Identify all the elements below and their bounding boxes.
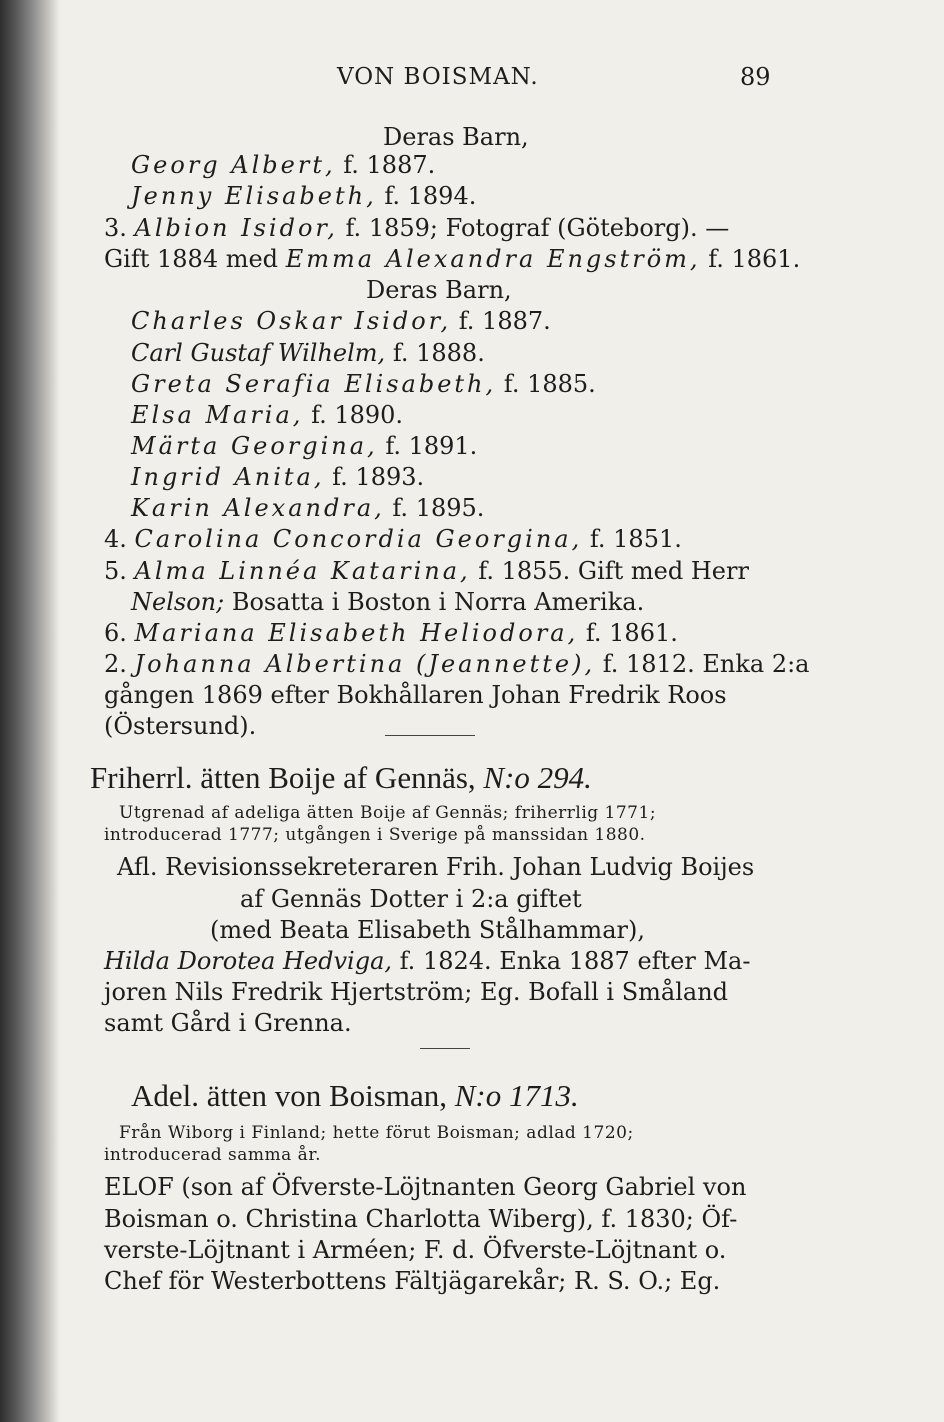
person-name: Elsa Maria, (131, 401, 304, 429)
birth-year: f. 1861. (708, 245, 801, 273)
section-divider (420, 1048, 470, 1049)
heading-number: N:o 1713. (454, 1078, 579, 1113)
intro-line: Från Wiborg i Finland; hette förut Boisman; adlad 1720; (119, 1123, 634, 1143)
section-heading-boije (90, 760, 592, 796)
deras-barn-heading: Deras Barn, (383, 123, 529, 151)
entry-hilda-line2: joren Nils Fredrik Hjertström; Eg. Bofall i Småland (104, 978, 729, 1006)
person-name: Charles Oskar Isidor, (131, 307, 452, 335)
person-name: Albion Isidor, (134, 214, 338, 242)
entry-elof-line4: Chef för Westerbottens Fältjägarekår; R. S. O.; Eg. (104, 1267, 721, 1295)
birth-year: f. 1894. (384, 182, 477, 210)
birth-year: f. 1885. (503, 370, 596, 398)
birth-year: f. 1887. (343, 151, 436, 179)
person-name: Hilda Dorotea Hedviga, (104, 947, 393, 975)
entry-alma (104, 556, 749, 586)
entry-hilda-line3: samt Gård i Grenna. (104, 1009, 352, 1037)
person-name: Carolina Concordia Georgina, (134, 525, 583, 553)
person-name: Mariana Elisabeth Heliodora, (134, 619, 579, 647)
person-name: Märta Georgina, (131, 432, 378, 460)
birth-year: f. 1890. (311, 401, 404, 429)
person-name: Karin Alexandra, (131, 494, 385, 522)
entry-johanna-line2: gången 1869 efter Bokhållaren Johan Fredrik Roos (104, 681, 727, 709)
person-name: Georg Albert, (131, 151, 336, 179)
entry-number: 2. (104, 650, 127, 678)
entry-johanna (104, 649, 809, 679)
birth-year: f. 1861. (585, 619, 678, 647)
birth-year: f. 1851. (589, 525, 682, 553)
person-name: Ingrid Anita, (131, 463, 325, 491)
entry-number: 6. (104, 619, 127, 647)
entry-johanna-line3: (Östersund). (104, 712, 257, 740)
entry-elof-line1: ELOF (son af Öfverste-Löjtnanten Georg Gabriel von (104, 1173, 747, 1201)
entry-alma-spouse (131, 587, 644, 617)
birth-year: f. 1893. (332, 463, 425, 491)
birth-year: f. 1891. (385, 432, 478, 460)
entry-karin (131, 493, 484, 523)
entry-jenny (131, 181, 476, 211)
entry-greta (131, 369, 596, 399)
heading-text: Adel. ätten von Boisman, (131, 1078, 447, 1113)
birth-year: f. 1887. (458, 307, 551, 335)
entry-elsa (131, 400, 403, 430)
intro-line: introducerad samma år. (104, 1145, 321, 1165)
entry-number: 3. (104, 214, 127, 242)
entry-details: f. 1859; Fotograf (Göteborg). — (345, 214, 730, 242)
spouse-name: Emma Alexandra Engström, (285, 245, 701, 273)
entry-details: f. 1855. Gift med Herr (478, 557, 749, 585)
entry-marta (131, 431, 477, 461)
person-name: Greta Serafia Elisabeth, (131, 370, 497, 398)
residence-text: Bosatta i Boston i Norra Amerika. (231, 588, 645, 616)
section-divider (385, 735, 475, 736)
entry-albion (104, 213, 729, 243)
entry-ingrid (131, 462, 424, 492)
afl-line: Afl. Revisionssekreteraren Frih. Johan Ludvig Boijes (117, 853, 755, 881)
heading-number: N:o 294. (483, 760, 592, 795)
person-name: Jenny Elisabeth, (131, 182, 377, 210)
running-header-title: VON BOISMAN. (337, 64, 539, 90)
intro-line: Utgrenad af adeliga ätten Boije af Gennäs; friherrlig 1771; (119, 803, 657, 823)
birth-year: f. 1895. (392, 494, 485, 522)
entry-hilda (104, 946, 750, 976)
deras-barn-heading: Deras Barn, (366, 276, 512, 304)
marriage-text: Gift 1884 med (104, 245, 279, 273)
entry-details: f. 1812. Enka 2:a (602, 650, 810, 678)
person-name: Alma Linnéa Katarina, (134, 557, 471, 585)
section-heading-boisman (131, 1078, 579, 1114)
entry-carl (131, 338, 485, 368)
page-number: 89 (740, 63, 771, 91)
entry-mariana (104, 618, 678, 648)
entry-number: 4. (104, 525, 127, 553)
person-name: Carl Gustaf Wilhelm, (131, 339, 386, 367)
heading-text: Friherrl. ätten Boije af Gennäs, (90, 760, 476, 795)
spouse-name: Nelson; (131, 588, 225, 616)
afl-line: (med Beata Elisabeth Stålhammar), (210, 916, 645, 944)
entry-charles (131, 306, 551, 336)
entry-albion-marriage (104, 244, 800, 274)
birth-year: f. 1888. (392, 339, 485, 367)
entry-elof-line3: verste-Löjtnant i Arméen; F. d. Öfverste-Löjtnant o. (104, 1236, 727, 1264)
entry-elof-line2: Boisman o. Christina Charlotta Wiberg), f. 1830; Öf- (104, 1205, 738, 1233)
person-name: Johanna Albertina (Jeannette), (134, 650, 596, 678)
entry-georg (131, 150, 435, 180)
afl-line: af Gennäs Dotter i 2:a giftet (240, 885, 582, 913)
intro-line: introducerad 1777; utgången i Sverige på manssidan 1880. (104, 825, 646, 845)
entry-details: f. 1824. Enka 1887 efter Ma- (399, 947, 751, 975)
entry-number: 5. (104, 557, 127, 585)
entry-carolina (104, 524, 682, 554)
